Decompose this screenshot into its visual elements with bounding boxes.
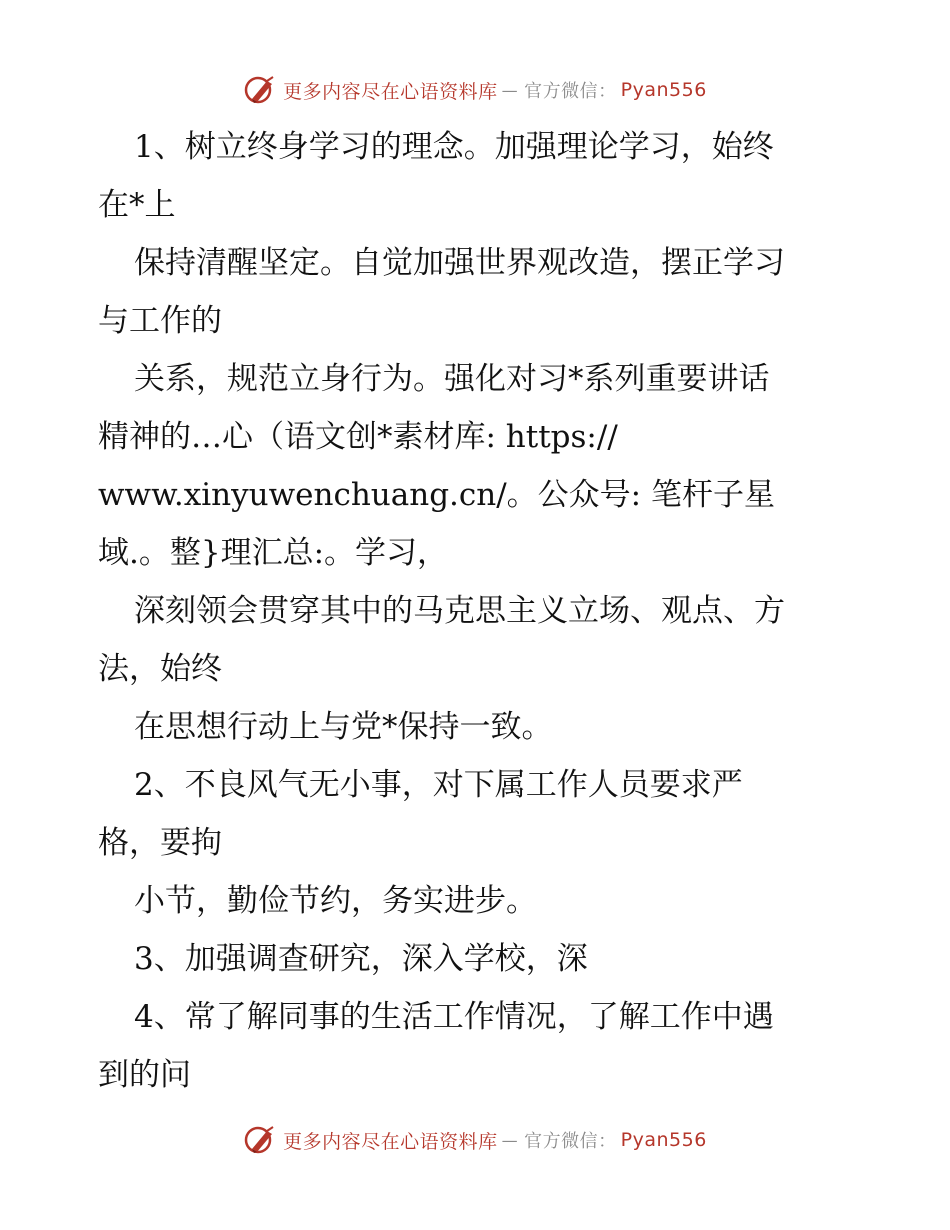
- text-line: 域.。整}理汇总:。学习，: [98, 535, 449, 571]
- banner-wechat-id: Pyan556: [620, 1129, 707, 1151]
- text-line: 2、不良风气无小事，对下属工作人员要求严: [134, 767, 743, 803]
- footer-banner: [0, 1120, 950, 1160]
- banner-title: 更多内容尽在心语资料库: [283, 1130, 498, 1153]
- text-line: 格，要拘: [98, 825, 222, 861]
- text-line: 精神的…心（语文创*素材库: https://: [98, 419, 618, 455]
- header-banner: [0, 70, 950, 110]
- banner-title: 更多内容尽在心语资料库: [283, 80, 498, 103]
- text-line: www.xinyuwenchuang.cn/。公众号: 笔杆子星: [98, 477, 775, 513]
- text-line: 在*上: [98, 187, 176, 223]
- banner-wechat-label: 官方微信：: [524, 81, 617, 102]
- pen-logo-icon: [243, 73, 277, 107]
- text-line: 4、常了解同事的生活工作情况，了解工作中遇: [134, 999, 774, 1035]
- banner-separator: —: [501, 80, 519, 100]
- document-body: [98, 118, 858, 1104]
- text-line: 深刻领会贯穿其中的马克思主义立场、观点、方: [134, 593, 785, 629]
- text-line: 在思想行动上与党*保持一致。: [134, 709, 553, 745]
- text-line: 小节，勤俭节约，务实进步。: [134, 883, 537, 919]
- text-line: 3、加强调查研究，深入学校，深: [134, 941, 588, 977]
- text-line: 保持清醒坚定。自觉加强世界观改造，摆正学习: [134, 245, 785, 281]
- banner-wechat-id: Pyan556: [620, 79, 707, 101]
- text-line: 与工作的: [98, 303, 222, 339]
- pen-logo-icon: [243, 1123, 277, 1157]
- banner-wechat-label: 官方微信：: [524, 1131, 617, 1152]
- text-line: 法，始终: [98, 651, 222, 687]
- text-line: 到的问: [98, 1057, 191, 1093]
- text-line: 1、树立终身学习的理念。加强理论学习，始终: [134, 129, 774, 165]
- banner-separator: —: [501, 1130, 519, 1150]
- text-line: 关系，规范立身行为。强化对习*系列重要讲话: [134, 361, 770, 397]
